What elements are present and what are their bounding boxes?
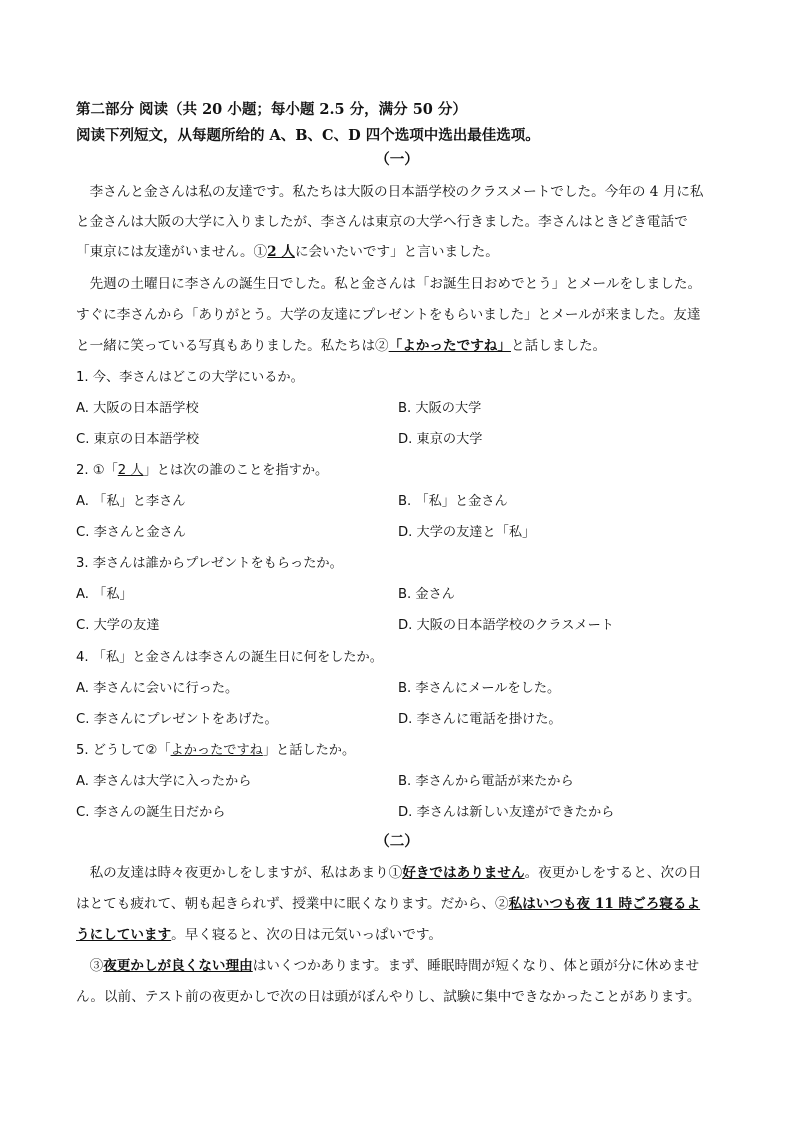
question-4: 4. 「私」と金さんは李さんの誕生日に何をしたか。	[76, 650, 383, 665]
part-heading: 第二部分 阅读（共 20 小题；每小题 2.5 分，满分 50 分）	[76, 101, 467, 118]
q5-option-b[interactable]: B. 李さんから電話が来たから	[398, 774, 574, 789]
passage-1-line-2: と金さんは大阪の大学に入りましたが、李さんは東京の大学へ行きました。李さんはときどき電話で	[76, 214, 688, 230]
underlined-phrase-4: 私はいつも夜 11 時ごろ寝るよ	[508, 896, 701, 912]
q3-option-c[interactable]: C. 大学の友達	[76, 618, 160, 633]
q1-option-a[interactable]: A. 大阪の日本語学校	[76, 401, 199, 416]
passage-2-line-1: 私の友達は時々夜更かしをしますが、私はあまり①好きではありません。夜更かしをすると、次の日	[76, 865, 702, 881]
q2-option-c[interactable]: C. 李さんと金さん	[76, 525, 186, 540]
q1-option-c[interactable]: C. 東京の日本語学校	[76, 432, 200, 447]
q4-option-a[interactable]: A. 李さんに会いに行った。	[76, 681, 239, 696]
q3-option-d[interactable]: D. 大阪の日本語学校のクラスメート	[398, 618, 614, 633]
q4-option-b[interactable]: B. 李さんにメールをした。	[398, 681, 561, 696]
question-2: 2. ①「2 人」とは次の誰のことを指すか。	[76, 463, 329, 478]
passage-2-line-4: ③夜更かしが良くない理由はいくつかあります。まず、睡眠時間が短くなり、体と頭が分に休めませ	[76, 958, 700, 974]
q2-option-d[interactable]: D. 大学の友達と「私」	[398, 525, 536, 540]
underlined-phrase-2: 「よかったですね」	[388, 338, 511, 354]
q5-option-a[interactable]: A. 李さんは大学に入ったから	[76, 774, 252, 789]
passage-1-line-3: 「東京には友達がいません。①2 人に会いたいです」と言いました。	[76, 244, 499, 260]
question-5: 5. どうして②「よかったですね」と話したか。	[76, 743, 356, 758]
underlined-phrase-1: 2 人	[267, 244, 295, 260]
q1-option-b[interactable]: B. 大阪の大学	[398, 401, 482, 416]
underlined-phrase-5: 夜更かしが良くない理由	[103, 958, 253, 974]
underlined-phrase-3: 好きではありません	[402, 865, 525, 881]
q3-option-b[interactable]: B. 金さん	[398, 587, 455, 602]
q5-option-d[interactable]: D. 李さんは新しい友達ができたから	[398, 805, 615, 820]
q1-option-d[interactable]: D. 東京の大学	[398, 432, 483, 447]
passage-1-line-1: 李さんと金さんは私の友達です。私たちは大阪の日本語学校のクラスメートでした。今年の 4 月に私	[76, 184, 704, 200]
section-2-title: （二）	[375, 833, 419, 850]
question-1: 1. 今、李さんはどこの大学にいるか。	[76, 370, 304, 385]
passage-1-line-6: と一緒に笑っている写真もありました。私たちは②「よかったですね」と話しました。	[76, 338, 607, 354]
q4-option-c[interactable]: C. 李さんにプレゼントをあげた。	[76, 712, 278, 727]
q2-option-b[interactable]: B. 「私」と金さん	[398, 494, 508, 509]
passage-2-line-3: うにしています。早く寝ると、次の日は元気いっぱいです。	[76, 927, 442, 943]
passage-2-line-2: はとても疲れて、朝も起きられず、授業中に眠くなります。だから、②私はいつも夜 11 時ごろ寝るよ	[76, 896, 701, 912]
passage-1-line-4: 先週の土曜日に李さんの誕生日でした。私と金さんは「お誕生日おめでとう」とメールをしました。	[76, 276, 702, 292]
section-1-title: （一）	[375, 151, 419, 168]
q3-option-a[interactable]: A. 「私」	[76, 587, 133, 602]
instructions: 阅读下列短文，从每题所给的 A、B、C、D 四个选项中选出最佳选项。	[76, 127, 540, 144]
passage-1-line-5: すぐに李さんから「ありがとう。大学の友達にプレゼントをもらいました」とメールが来ました。友達	[76, 307, 701, 323]
q4-option-d[interactable]: D. 李さんに電話を掛けた。	[398, 712, 562, 727]
q2-option-a[interactable]: A. 「私」と李さん	[76, 494, 186, 509]
q5-option-c[interactable]: C. 李さんの誕生日だから	[76, 805, 226, 820]
passage-2-line-5: ん。以前、テスト前の夜更かしで次の日は頭がぼんやりし、試験に集中できなかったことがあります。	[76, 989, 701, 1005]
question-3: 3. 李さんは誰からプレゼントをもらったか。	[76, 556, 343, 571]
